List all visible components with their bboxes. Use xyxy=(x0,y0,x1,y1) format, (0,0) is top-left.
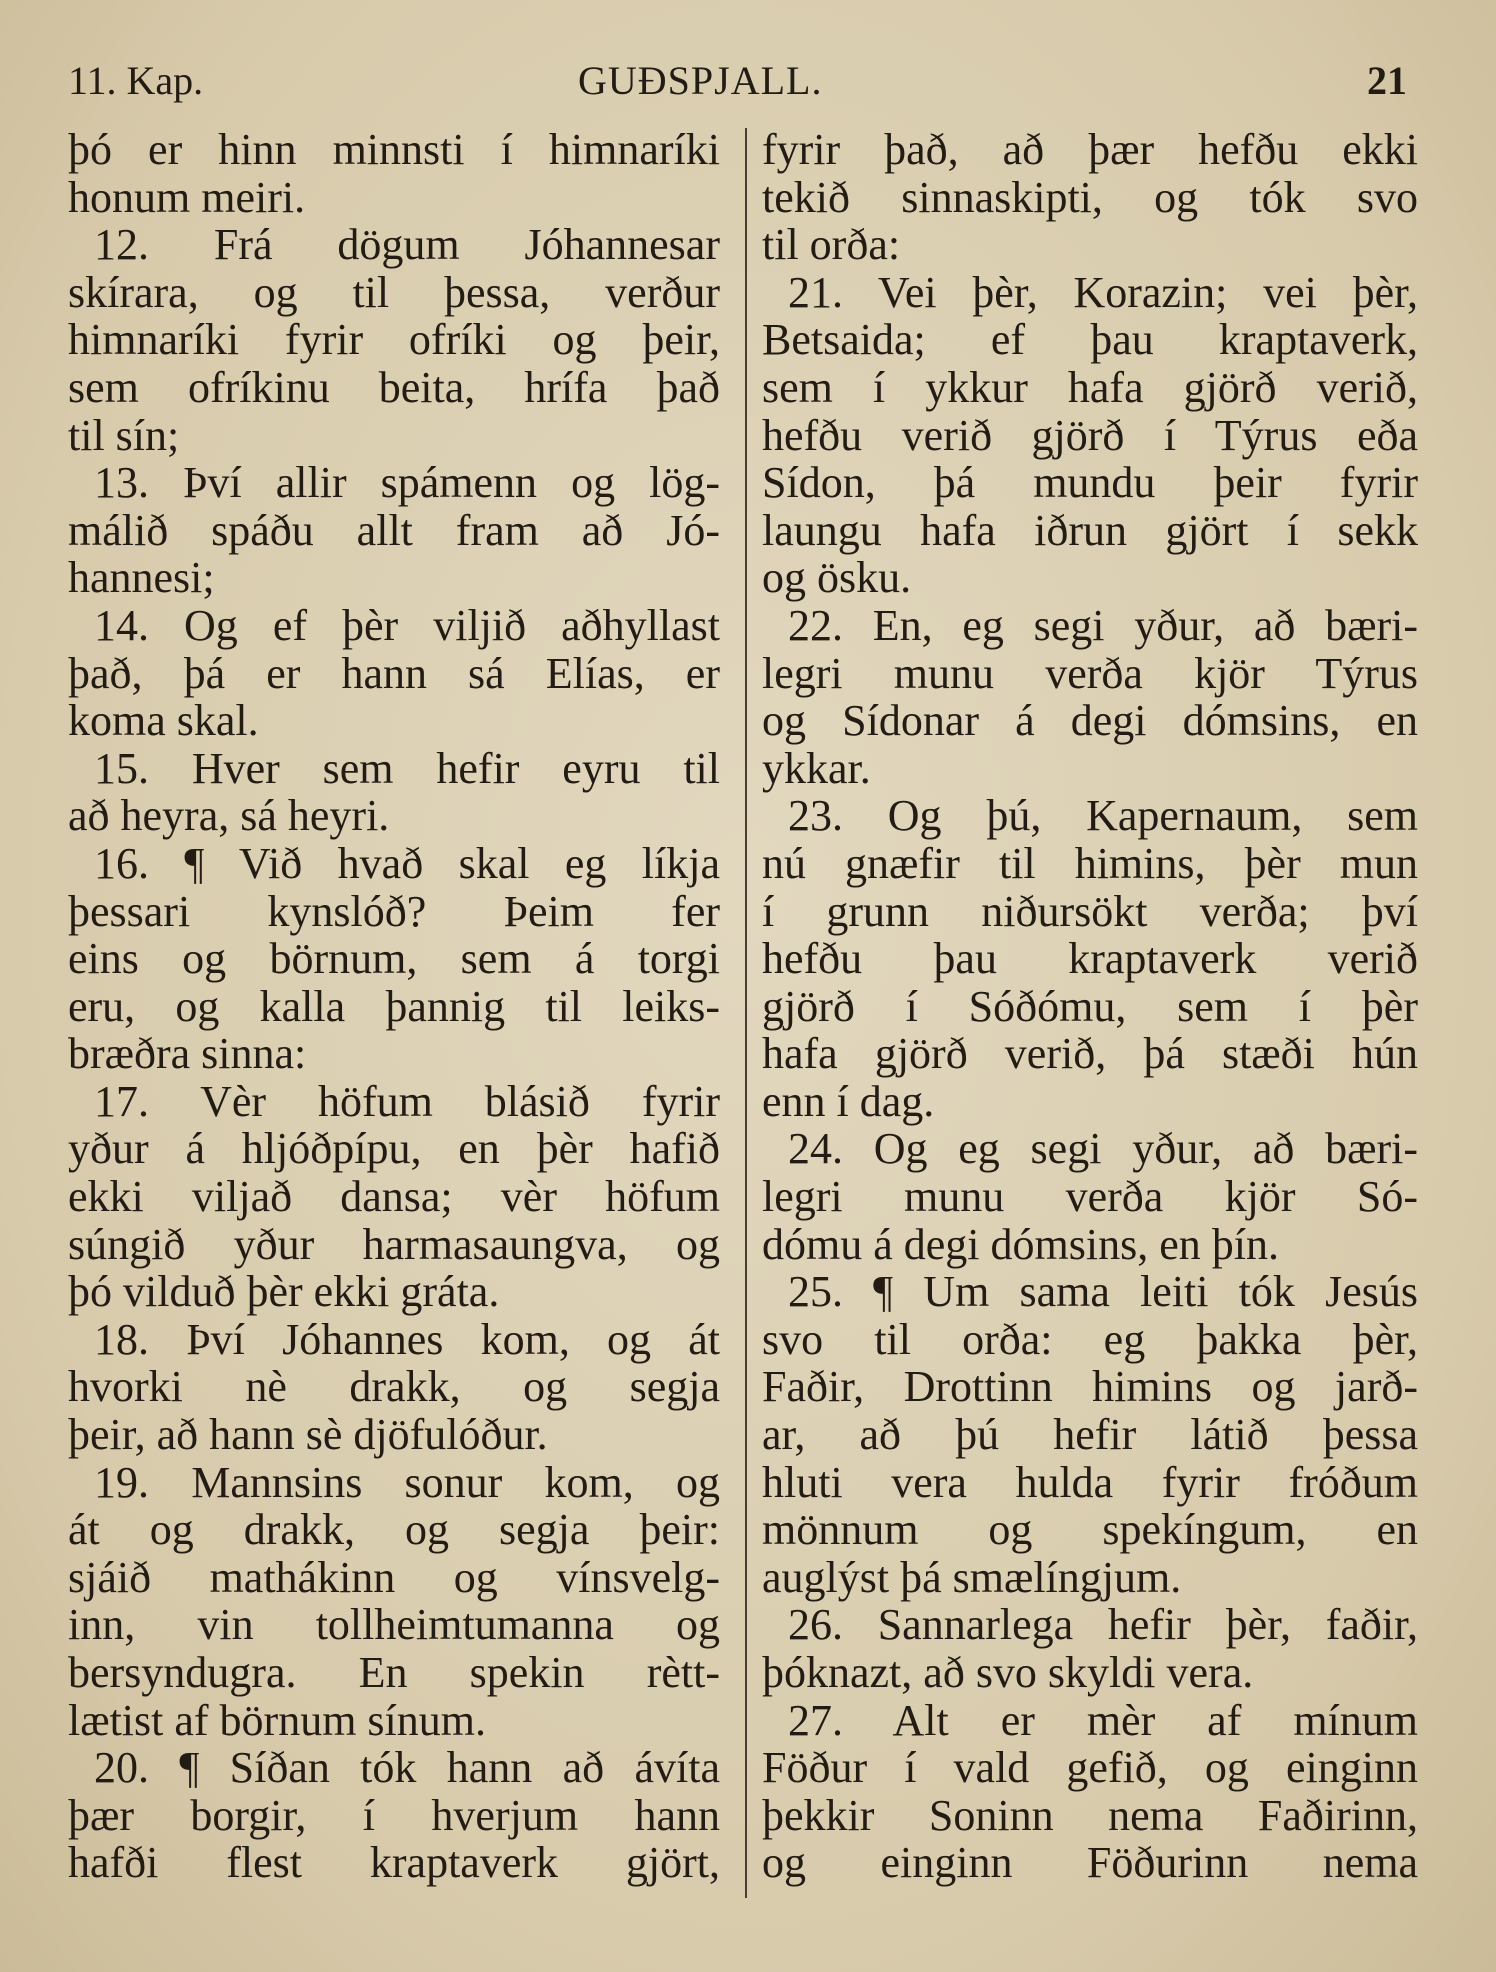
text-line: laungu hafa iðrun gjört í sekk xyxy=(762,505,1418,555)
text-line: 26. Sannarlega hefir þèr, faðir, xyxy=(788,1600,1418,1650)
text-line: Sídon, þá mundu þeir fyrir xyxy=(762,458,1418,508)
running-title: GUÐSPJALL. xyxy=(578,58,823,103)
text-line: eins og börnum, sem á torgi xyxy=(68,934,720,984)
column-divider xyxy=(745,128,747,1898)
text-line: til orða: xyxy=(762,220,901,270)
text-line: fyrir það, að þær hefðu ekki xyxy=(762,125,1418,174)
text-line: Betsaida; ef þau kraptaverk, xyxy=(762,315,1418,365)
text-line: enn í dag. xyxy=(762,1076,935,1126)
text-line: nú gnæfir til himins, þèr mun xyxy=(762,838,1418,888)
text-line: bersyndugra. En spekin rètt- xyxy=(68,1648,720,1697)
text-line: eru, og kalla þannig til leiks- xyxy=(68,981,720,1031)
text-line: legri munu verða kjör Týrus xyxy=(762,648,1418,698)
text-line: sem í ykkur hafa gjörð verið, xyxy=(762,362,1418,412)
text-line: hafði flest kraptaverk gjört, xyxy=(68,1838,720,1888)
text-line: yður á hljóðpípu, en þèr hafið xyxy=(68,1124,720,1174)
text-line: hluti vera hulda fyrir fróðum xyxy=(762,1457,1418,1507)
text-line: gjörð í Sóðómu, sem í þèr xyxy=(762,981,1418,1031)
text-line: honum meiri. xyxy=(68,172,306,222)
right-column xyxy=(762,126,1418,1887)
text-line: 16. ¶ Við hvað skal eg líkja xyxy=(94,838,720,888)
text-line: tekið sinnaskipti, og tók svo xyxy=(762,172,1418,222)
text-line: svo til orða: eg þakka þèr, xyxy=(762,1314,1418,1364)
text-line: hvorki nè drakk, og segja xyxy=(68,1362,720,1412)
text-line: 15. Hver sem hefir eyru til xyxy=(94,743,720,793)
text-line: súngið yður harmasaungva, og xyxy=(68,1219,720,1269)
text-line: þó er hinn minnsti í himnaríki xyxy=(68,125,720,174)
text-line: 12. Frá dögum Jóhannesar xyxy=(94,220,720,270)
text-line: koma skal. xyxy=(68,696,259,746)
text-line: inn, vin tollheimtumanna og xyxy=(68,1600,720,1650)
chapter-label: 11. Kap. xyxy=(68,58,204,103)
text-line: 19. Mannsins sonur kom, og xyxy=(94,1457,720,1507)
text-line: 14. Og ef þèr viljið aðhyllast xyxy=(94,600,720,650)
text-line: að heyra, sá heyri. xyxy=(68,791,390,841)
text-line: ykkar. xyxy=(762,743,871,793)
text-line: dómu á degi dómsins, en þín. xyxy=(762,1219,1279,1269)
text-line: himnaríki fyrir ofríki og þeir, xyxy=(68,315,720,365)
text-line: ar, að þú hefir látið þessa xyxy=(762,1410,1418,1460)
text-line: Faðir, Drottinn himins og jarð- xyxy=(762,1362,1418,1412)
text-line: sjáið mathákinn og vínsvelg- xyxy=(68,1552,720,1602)
text-line: Föður í vald gefið, og einginn xyxy=(762,1743,1418,1793)
text-line: 24. Og eg segi yður, að bæri- xyxy=(788,1124,1418,1174)
text-line: 20. ¶ Síðan tók hann að ávíta xyxy=(94,1743,720,1793)
text-line: og Sídonar á degi dómsins, en xyxy=(762,696,1418,746)
text-line: hannesi; xyxy=(68,553,215,603)
text-line: skírara, og til þessa, verður xyxy=(68,267,720,317)
text-line: hefðu verið gjörð í Týrus eða xyxy=(762,410,1418,460)
text-line: mönnum og spekíngum, en xyxy=(762,1505,1418,1555)
text-line: og einginn Föðurinn nema xyxy=(762,1838,1418,1888)
text-line: þær borgir, í hverjum hann xyxy=(68,1790,720,1840)
text-line: til sín; xyxy=(68,410,180,460)
text-line: þessari kynslóð? Þeim fer xyxy=(68,886,720,936)
text-line: 21. Vei þèr, Korazin; vei þèr, xyxy=(788,267,1418,317)
text-line: hafa gjörð verið, þá stæði hún xyxy=(762,1029,1418,1079)
text-line: þóknazt, að svo skyldi vera. xyxy=(762,1648,1254,1697)
text-line: sem ofríkinu beita, hrífa það xyxy=(68,362,720,412)
text-line: þó vilduð þèr ekki gráta. xyxy=(68,1267,500,1317)
text-line: í grunn niðursökt verða; því xyxy=(762,886,1418,936)
text-line: lætist af börnum sínum. xyxy=(68,1695,486,1745)
text-line: 23. Og þú, Kapernaum, sem xyxy=(788,791,1418,841)
text-line: legri munu verða kjör Só- xyxy=(762,1172,1418,1222)
text-line: 22. En, eg segi yður, að bæri- xyxy=(788,600,1418,650)
text-line: át og drakk, og segja þeir: xyxy=(68,1505,720,1555)
text-line: hefðu þau kraptaverk verið xyxy=(762,934,1418,984)
text-line: 18. Því Jóhannes kom, og át xyxy=(94,1314,720,1364)
text-line: ekki viljað dansa; vèr höfum xyxy=(68,1172,720,1222)
text-line: málið spáðu allt fram að Jó- xyxy=(68,505,720,555)
text-line: það, þá er hann sá Elías, er xyxy=(68,648,720,698)
text-line: 17. Vèr höfum blásið fyrir xyxy=(94,1076,720,1126)
text-line: 27. Alt er mèr af mínum xyxy=(788,1695,1418,1745)
text-line: 25. ¶ Um sama leiti tók Jesús xyxy=(788,1267,1418,1317)
page-number: 21 xyxy=(1367,58,1407,103)
text-line: og ösku. xyxy=(762,553,912,603)
text-line: bræðra sinna: xyxy=(68,1029,307,1079)
text-line: þeir, að hann sè djöfulóður. xyxy=(68,1410,548,1460)
text-line: auglýst þá smælíngjum. xyxy=(762,1552,1182,1602)
left-column xyxy=(68,126,720,1887)
text-line: þekkir Soninn nema Faðirinn, xyxy=(762,1790,1418,1840)
text-line: 13. Því allir spámenn og lög- xyxy=(94,458,720,508)
